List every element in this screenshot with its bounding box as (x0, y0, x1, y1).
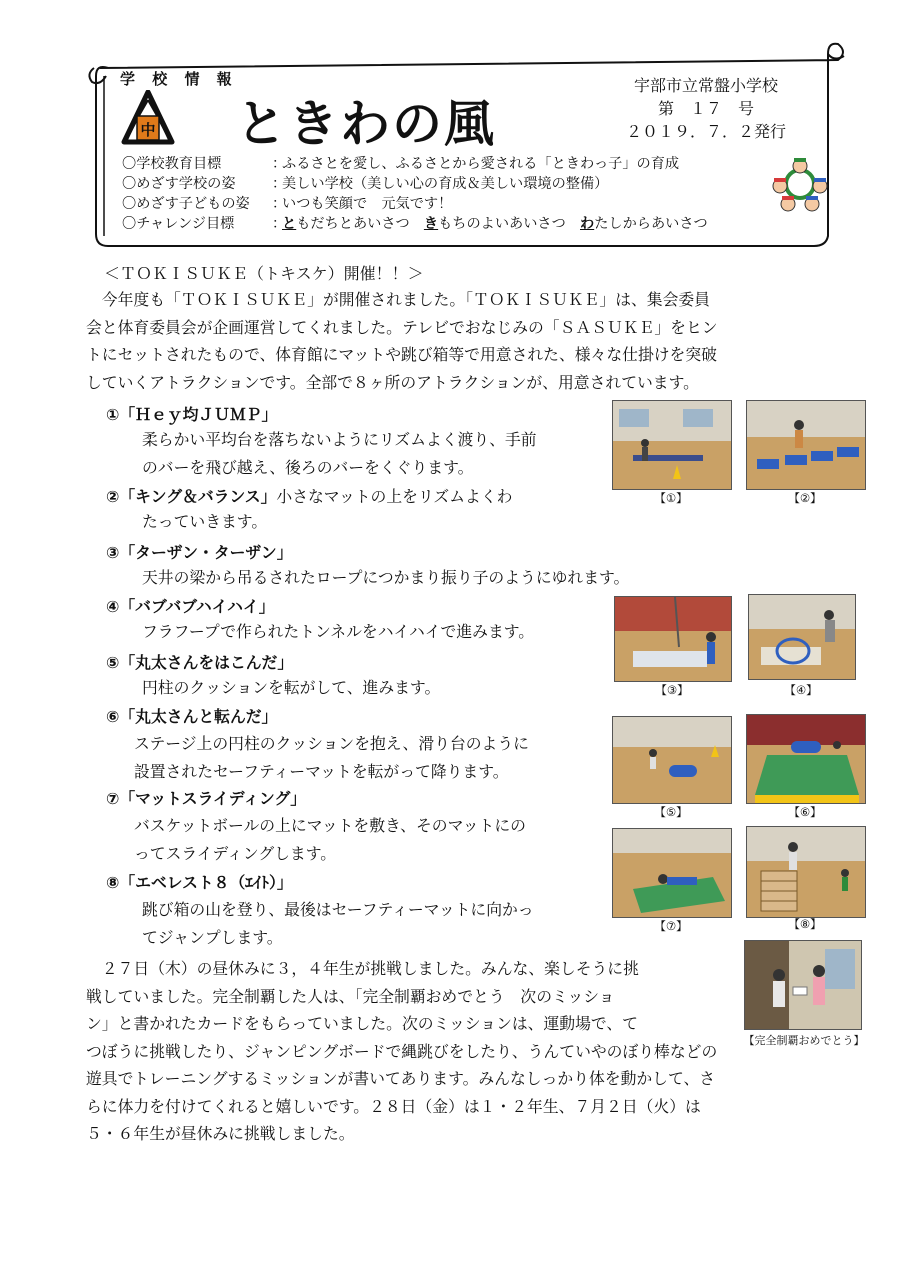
mascot-children-icon (768, 156, 832, 212)
school-emblem-icon (120, 90, 176, 150)
attraction-description: ステージ上の円柱のクッションを抱え、滑り台のように 設置されたセーフティーマットを転がって降ります。 (134, 734, 529, 781)
attraction-description: バスケットボールの上にマットを敷き、そのマットにの ってスライディングします。 (134, 816, 526, 863)
photo-caption: 【③】 (655, 683, 689, 697)
photo-caption: 【⑥】 (788, 805, 822, 819)
photo-caption: 【完全制覇おめでとう】 (743, 1034, 865, 1047)
photo-mat-sliding (612, 828, 732, 918)
attraction-title: ⑦「マットスライディング」 (106, 789, 307, 808)
attraction-title: ④「バブバブハイハイ」 (106, 597, 275, 616)
issue-date: ２０１９．７．２発行 (625, 122, 786, 141)
attraction-title: ①「Ｈｅｙ均ＪＵＭＰ」 (106, 405, 278, 424)
attraction-title: ⑧「エベレスト８（ｴｲﾄ）」 (106, 873, 293, 892)
article-intro: 今年度も「ＴＯＫＩＳＵＫＥ」が開催されました。「ＴＯＫＩＳＵＫＥ」は、集会委員 会と体育委員会が企画運営してくれました。テレビでおなじみの「ＳＡＳＵＫＥ」をヒン トにセットされたもので、体育館にマットや跳び箱等で用意された、様々な仕掛けを突破 していくアトラクションです。全部で８ヶ所のアトラクションが、用意されています。 (86, 290, 718, 392)
attraction-title: ②「キング＆バランス」小さなマットの上をリズムよくわ (106, 487, 513, 506)
photo-complete-conquest (744, 940, 862, 1030)
attraction-description: 跳び箱の山を登り、最後はセーフティーマットに向かっ てジャンプします。 (142, 900, 534, 947)
photo-hey-kin-jump (612, 400, 732, 490)
photo-caption: 【①】 (654, 491, 688, 505)
school-name: 宇部市立常盤小学校 (633, 76, 778, 95)
article-heading: ＜ＴＯＫＩＳＵＫＥ（トキスケ）開催！！＞ (104, 264, 424, 283)
photo-king-balance (746, 400, 866, 490)
attraction-description: 天井の梁から吊るされたロープにつかまり振り子のようにゆれます。 (142, 568, 630, 587)
attraction-description: 柔らかい平均台を落ちないようにリズムよく渡り、手前 のバーを飛び越え、後ろのバーをくぐります。 (142, 430, 537, 477)
photo-caption: 【⑤】 (654, 805, 688, 819)
photo-caption: 【⑧】 (788, 917, 822, 931)
attraction-title: ③「ターザン・ターザン」 (106, 543, 293, 562)
school-info (606, 74, 806, 143)
photo-tarzan (614, 596, 732, 682)
challenge-row: 〇チャレンジ目標 ：ともだちとあいさつ きもちのよいあいさつ わたしからあいさつ (122, 216, 708, 232)
goal-row: 〇学校教育目標 ：ふるさとを愛し、ふるさとから愛される「ときわっ子」の育成 (122, 156, 680, 172)
goal-row: 〇めざす子どもの姿 ：いつも笑顔で 元気です！ (122, 196, 453, 212)
attraction-title: ⑥「丸太さんと転んだ」 (106, 707, 278, 726)
goal-row: 〇めざす学校の姿 ：美しい学校（美しい心の育成＆美しい環境の整備） (122, 176, 609, 192)
newsletter-title: ときわの風 (236, 95, 496, 153)
attraction-description: たっていきます。 (142, 512, 268, 531)
attraction-description: フラフープで作られたトンネルをハイハイで進みます。 (142, 622, 535, 641)
attraction-description: 円柱のクッションを転がして、進みます。 (142, 678, 441, 697)
issue-number: 第 １７ 号 (657, 99, 754, 118)
photo-maruta-koronda (746, 714, 866, 804)
photo-everest-eight (746, 826, 866, 918)
school-goals (122, 154, 708, 234)
attraction-title: ⑤「丸太さんをはこんだ」 (106, 653, 294, 672)
photo-caption: 【④】 (784, 683, 818, 697)
photo-maruta-hakonda (612, 716, 732, 804)
article-closing: ２７日（木）の昼休みに３，４年生が挑戦しました。みんな、楽しそうに挑 戦していました。完全制覇した人は、「完全制覇おめでとう 次のミッショ ン」と書かれたカードをもらっていました。次のミッションは、運動場で、て つぼうに挑戦したり、ジャンピングボードで縄跳びをしたり、うんていやのぼり棒などの 遊具でトレーニングするミッションが書いてあります。みんなしっかり体を動かして、さ らに体力を付けてくれると嬉しいです。２８日（金）は１・２年生、７月２日（火）は ５・６年生が昼休みに挑戦しました。 (86, 959, 718, 1143)
photo-caption: 【⑦】 (654, 919, 688, 933)
photo-caption: 【②】 (788, 491, 822, 505)
header-banner (86, 40, 850, 252)
svg-text:中: 中 (140, 121, 156, 139)
photo-babubabu-haihai (748, 594, 856, 680)
section-label: 学 校 情 報 (120, 70, 238, 88)
